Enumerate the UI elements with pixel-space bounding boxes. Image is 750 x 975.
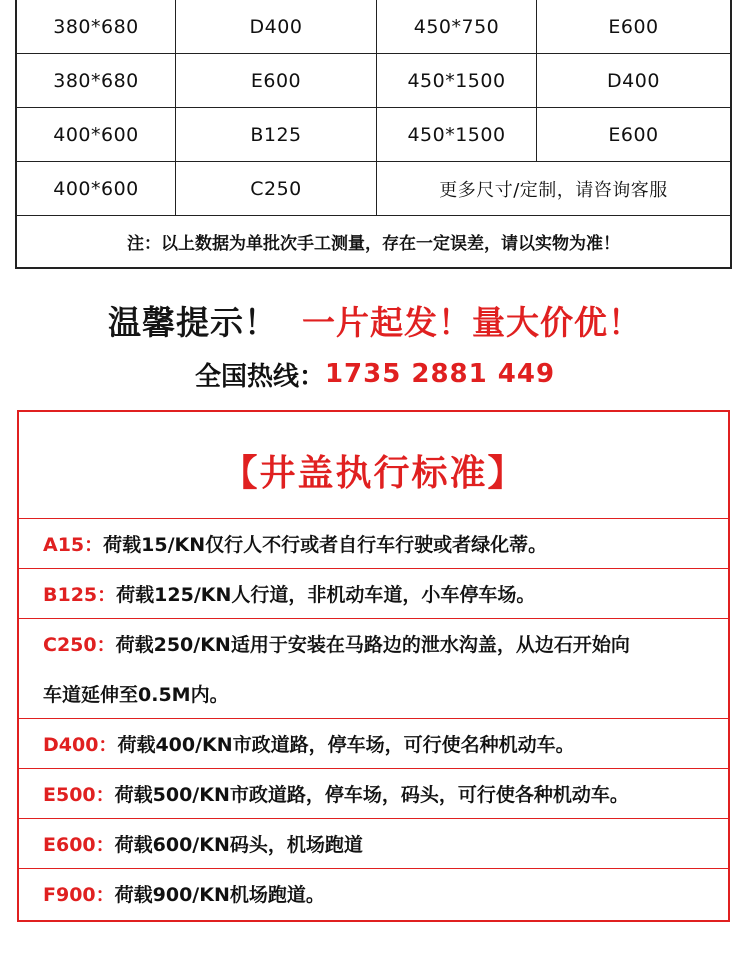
standard-item [19,718,728,768]
table-cell-grade: D400 [175,0,376,53]
standard-item [19,568,728,618]
promo-banner [0,292,750,348]
standards-panel [17,410,730,922]
table-row [17,54,730,108]
spec-table [15,0,732,269]
standard-desc: 荷载500/KN市政道路，停车场，码头，可行使各种机动车。 [114,784,629,806]
standard-desc: 荷载600/KN码头，机场跑道 [114,834,363,856]
table-row [17,108,730,162]
table-row [17,162,730,216]
standard-desc: 荷载15/KN仅行人不行或者自行车行驶或者绿化蒂。 [103,534,548,556]
table-row [17,0,730,54]
standard-code: F900： [43,884,115,906]
standard-item [19,618,728,668]
standard-code: E500： [43,784,115,806]
standard-item [19,868,728,918]
standard-item [19,518,728,568]
hotline-number[interactable]: 1735 2881 449 [324,359,556,389]
standard-code: B125： [43,584,117,606]
hotline-label: 全国热线： [194,361,325,392]
hotline [0,350,750,398]
table-cell-size: 400*600 [53,177,139,200]
table-cell-size: 380*680 [53,15,139,38]
standard-desc: 荷载400/KN市政道路，停车场，可行使名种机动车。 [117,734,575,756]
standard-item [19,768,728,818]
table-cell-grade: E600 [175,54,376,107]
standard-desc: 车道延伸至0.5M内。 [43,683,229,706]
promo-tip: 温馨提示！ [108,302,278,342]
standard-desc: 荷载900/KN机场跑道。 [114,884,325,906]
standard-code: A15： [43,534,104,556]
table-cell-grade: C250 [175,162,376,215]
measurement-note: 注：以上数据为单批次手工测量，存在一定误差，请以实物为准！ [127,234,620,254]
table-cell-size: 450*1500 [376,108,536,161]
standard-code: C250： [43,634,116,656]
standard-code: D400： [43,734,118,756]
table-cell-custom-note: 更多尺寸/定制，请咨询客服 [376,162,730,215]
standard-desc: 荷载250/KN适用于安装在马路边的泄水沟盖，从边石开始向 [115,634,630,656]
table-cell-grade: E600 [536,0,730,53]
standard-item [19,818,728,868]
promo-offer: 一片起发！量大价优！ [302,302,642,342]
table-cell-size: 380*680 [53,69,139,92]
table-cell-grade: E600 [536,108,730,161]
standards-title: 【井盖执行标准】 [221,452,526,494]
table-cell-size: 400*600 [53,123,139,146]
standard-desc: 荷载125/KN人行道，非机动车道，小车停车场。 [116,584,536,606]
table-cell-grade: D400 [536,54,730,107]
table-cell-size: 450*750 [376,0,536,53]
standard-code: E600： [43,834,115,856]
table-cell-size: 450*1500 [376,54,536,107]
standard-item-continued [19,668,728,718]
table-cell-grade: B125 [175,108,376,161]
